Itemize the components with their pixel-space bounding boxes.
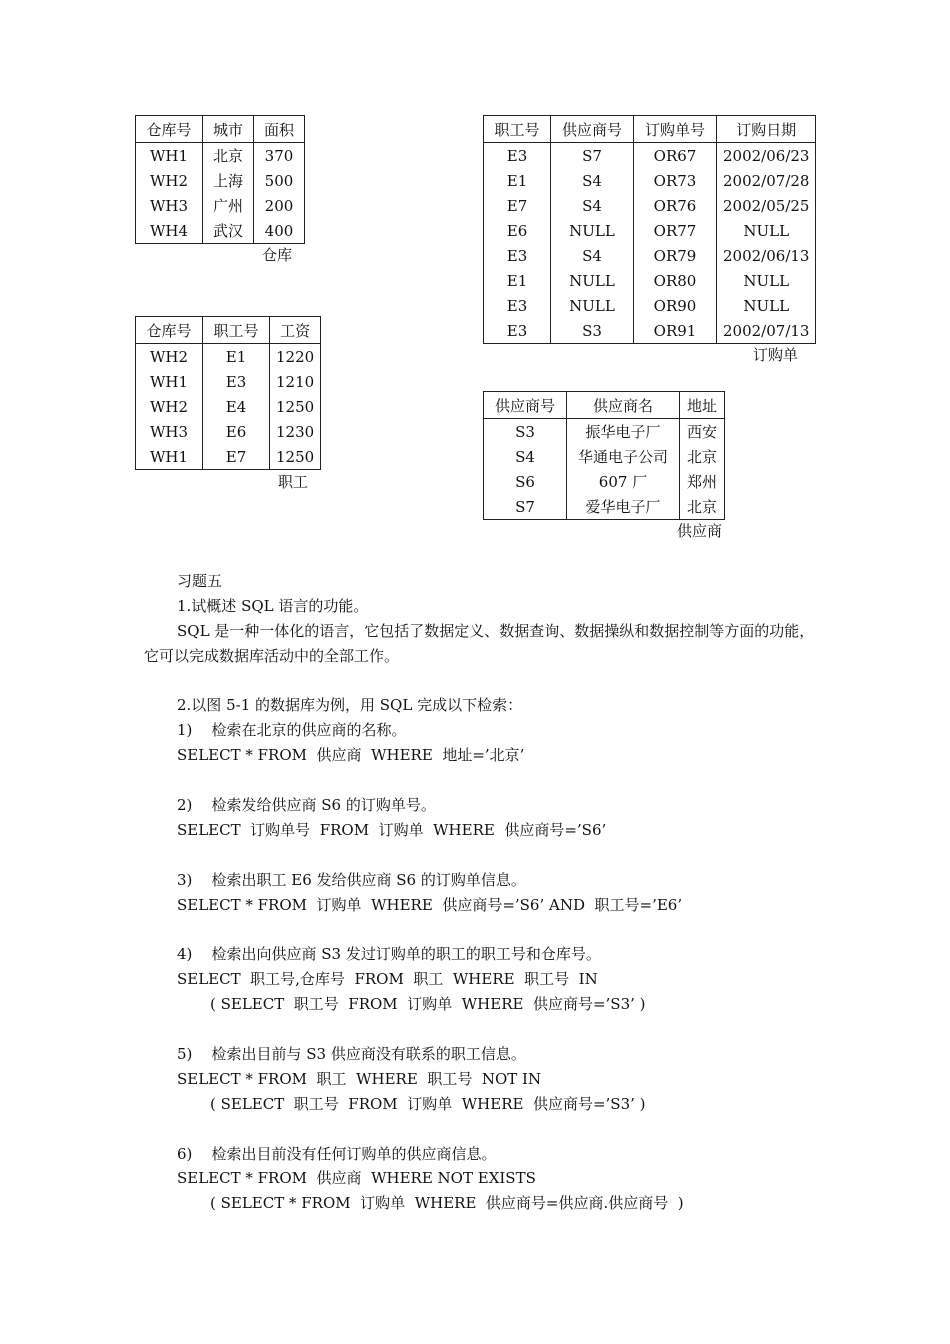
task-number: 6): [177, 1144, 193, 1163]
task-item: [177, 1042, 817, 1067]
table-cell: E7: [203, 444, 270, 470]
table-cell: OR67: [634, 143, 717, 169]
spacer: [177, 669, 817, 694]
table-cell: 振华电子厂: [567, 419, 680, 445]
table-row: [484, 143, 816, 169]
supplier-caption: 供应商: [677, 522, 723, 540]
table-row: [484, 243, 816, 268]
table-header-row: [136, 317, 321, 344]
task-number: 1): [177, 721, 193, 740]
table-cell: 200: [254, 193, 305, 218]
table-cell: S3: [484, 419, 567, 445]
table-cell: E3: [484, 243, 551, 268]
table-cell: E1: [484, 268, 551, 293]
spacer: [177, 843, 817, 868]
task-number: 4): [177, 945, 193, 964]
table-row: [136, 193, 305, 218]
table-cell: OR76: [634, 193, 717, 218]
table-cell: OR90: [634, 293, 717, 318]
table-row: [484, 444, 725, 469]
table-cell: E1: [203, 344, 270, 370]
table-cell: 上海: [203, 168, 254, 193]
column-header: 面积: [254, 116, 305, 143]
task-text: 检索出向供应商 S3 发过订购单的职工的职工号和仓库号。: [211, 945, 601, 964]
table-cell: WH1: [136, 369, 203, 394]
orders-table-wrap: [483, 115, 816, 344]
table-cell: E3: [484, 143, 551, 169]
table-cell: S4: [551, 168, 634, 193]
table-cell: OR79: [634, 243, 717, 268]
table-cell: OR80: [634, 268, 717, 293]
warehouse-table: [135, 115, 305, 244]
sql-line: SELECT * FROM 订购单 WHERE 供应商号=’S6’ AND 职工号=’E6’: [177, 895, 683, 914]
column-header: 订购日期: [717, 116, 816, 143]
table-cell: 武汉: [203, 218, 254, 244]
spacer: [177, 918, 817, 943]
task-item: [177, 942, 817, 967]
task-text: 检索出目前与 S3 供应商没有联系的职工信息。: [211, 1044, 526, 1063]
table-cell: 北京: [680, 444, 725, 469]
table-cell: E3: [484, 293, 551, 318]
column-header: 订购单号: [634, 116, 717, 143]
sql-line: SELECT 职工号,仓库号 FROM 职工 WHERE 职工号 IN: [177, 970, 598, 989]
employee-caption: 职工: [278, 473, 309, 491]
table-cell: WH1: [136, 444, 203, 470]
column-header: 地址: [680, 392, 725, 419]
table-cell: NULL: [717, 218, 816, 243]
table-cell: 370: [254, 143, 305, 169]
table-cell: 西安: [680, 419, 725, 445]
table-row: [136, 344, 321, 370]
warehouse-table-wrap: [135, 115, 305, 244]
table-row: [484, 193, 816, 218]
task-item: [177, 793, 817, 818]
table-cell: 北京: [203, 143, 254, 169]
answer-1: SQL 是一种一体化的语言，它包括了数据定义、数据查询、数据操纵和数据控制等方面的功能，它可以完成数据库活动中的全部工作。: [144, 621, 815, 665]
table-row: [136, 143, 305, 169]
table-cell: E7: [484, 193, 551, 218]
table-row: [136, 394, 321, 419]
exercise-title: 习题五: [177, 572, 223, 590]
table-row: [136, 369, 321, 394]
task-text: 检索发给供应商 S6 的订购单号。: [211, 796, 436, 815]
table-cell: E6: [484, 218, 551, 243]
task-item: [177, 1142, 817, 1167]
table-cell: S4: [551, 243, 634, 268]
column-header: 供应商号: [484, 392, 567, 419]
table-cell: WH2: [136, 344, 203, 370]
sql-line: SELECT * FROM 供应商 WHERE 地址=’北京’: [177, 746, 525, 765]
table-cell: WH1: [136, 143, 203, 169]
column-header: 供应商号: [551, 116, 634, 143]
exercise-section: [144, 569, 817, 1216]
supplier-table: [483, 391, 725, 520]
table-cell: OR77: [634, 218, 717, 243]
sql-line: SELECT * FROM 职工 WHERE 职工号 NOT IN: [177, 1069, 542, 1088]
table-cell: 1220: [270, 344, 321, 370]
column-header: 仓库号: [136, 116, 203, 143]
sql-line: SELECT * FROM 供应商 WHERE NOT EXISTS: [177, 1169, 536, 1188]
table-cell: 2002/06/23: [717, 143, 816, 169]
table-cell: S7: [484, 494, 567, 520]
task-item: [177, 718, 817, 743]
task-text: 检索在北京的供应商的名称。: [211, 721, 407, 740]
column-header: 职工号: [203, 317, 270, 344]
supplier-table-wrap: [483, 391, 725, 520]
task-number: 2): [177, 796, 193, 815]
table-cell: E1: [484, 168, 551, 193]
table-cell: E3: [203, 369, 270, 394]
orders-caption: 订购单: [753, 346, 799, 364]
table-cell: WH4: [136, 218, 203, 244]
table-cell: NULL: [551, 218, 634, 243]
table-cell: 爱华电子厂: [567, 494, 680, 520]
table-row: [136, 444, 321, 470]
table-cell: 500: [254, 168, 305, 193]
table-header-row: [484, 392, 725, 419]
table-cell: 2002/07/13: [717, 318, 816, 344]
task-number: 5): [177, 1044, 193, 1063]
table-cell: 1210: [270, 369, 321, 394]
table-row: [136, 168, 305, 193]
task-text: 检索出职工 E6 发给供应商 S6 的订购单信息。: [211, 870, 526, 889]
table-row: [136, 419, 321, 444]
table-cell: E4: [203, 394, 270, 419]
table-cell: 1230: [270, 419, 321, 444]
table-cell: E6: [203, 419, 270, 444]
table-header-row: [136, 116, 305, 143]
table-row: [484, 168, 816, 193]
table-cell: NULL: [551, 268, 634, 293]
table-row: [484, 318, 816, 344]
table-cell: S6: [484, 469, 567, 494]
warehouse-caption: 仓库: [262, 246, 293, 264]
table-cell: S7: [551, 143, 634, 169]
spacer: [177, 1117, 817, 1142]
table-cell: NULL: [717, 293, 816, 318]
column-header: 职工号: [484, 116, 551, 143]
table-header-row: [484, 116, 816, 143]
column-header: 城市: [203, 116, 254, 143]
table-cell: 2002/06/13: [717, 243, 816, 268]
table-cell: S4: [484, 444, 567, 469]
table-row: [484, 293, 816, 318]
table-row: [136, 218, 305, 244]
table-cell: WH3: [136, 193, 203, 218]
spacer: [177, 768, 817, 793]
column-header: 工资: [270, 317, 321, 344]
table-row: [484, 218, 816, 243]
table-cell: 郑州: [680, 469, 725, 494]
employee-table-wrap: [135, 316, 321, 470]
column-header: 供应商名: [567, 392, 680, 419]
table-cell: 2002/07/28: [717, 168, 816, 193]
spacer: [177, 1017, 817, 1042]
table-row: [484, 268, 816, 293]
table-cell: OR91: [634, 318, 717, 344]
table-cell: S4: [551, 193, 634, 218]
task-number: 3): [177, 870, 193, 889]
sql-line: SELECT 订购单号 FROM 订购单 WHERE 供应商号=’S6’: [177, 820, 607, 839]
table-cell: 1250: [270, 394, 321, 419]
sql-subquery-line: ( SELECT * FROM 订购单 WHERE 供应商号=供应商.供应商号 ): [210, 1194, 684, 1213]
table-cell: E3: [484, 318, 551, 344]
task-text: 检索出目前没有任何订购单的供应商信息。: [211, 1144, 497, 1163]
table-cell: WH2: [136, 168, 203, 193]
table-row: [484, 469, 725, 494]
employee-table: [135, 316, 321, 470]
task-item: [177, 868, 817, 893]
question-1: 1.试概述 SQL 语言的功能。: [177, 596, 369, 615]
orders-table: [483, 115, 816, 344]
table-cell: NULL: [551, 293, 634, 318]
table-row: [484, 494, 725, 520]
question-2: 2.以图 5-1 的数据库为例，用 SQL 完成以下检索：: [177, 696, 523, 715]
table-cell: NULL: [717, 268, 816, 293]
table-cell: 华通电子公司: [567, 444, 680, 469]
table-cell: 1250: [270, 444, 321, 470]
sql-subquery-line: ( SELECT 职工号 FROM 订购单 WHERE 供应商号=’S3’ ): [210, 1094, 646, 1113]
table-cell: 北京: [680, 494, 725, 520]
table-row: [484, 419, 725, 445]
table-cell: S3: [551, 318, 634, 344]
table-cell: 607 厂: [567, 469, 680, 494]
table-cell: 400: [254, 218, 305, 244]
sql-subquery-line: ( SELECT 职工号 FROM 订购单 WHERE 供应商号=’S3’ ): [210, 995, 646, 1014]
table-cell: 2002/05/25: [717, 193, 816, 218]
table-cell: WH2: [136, 394, 203, 419]
table-cell: 广州: [203, 193, 254, 218]
column-header: 仓库号: [136, 317, 203, 344]
table-cell: OR73: [634, 168, 717, 193]
table-cell: WH3: [136, 419, 203, 444]
